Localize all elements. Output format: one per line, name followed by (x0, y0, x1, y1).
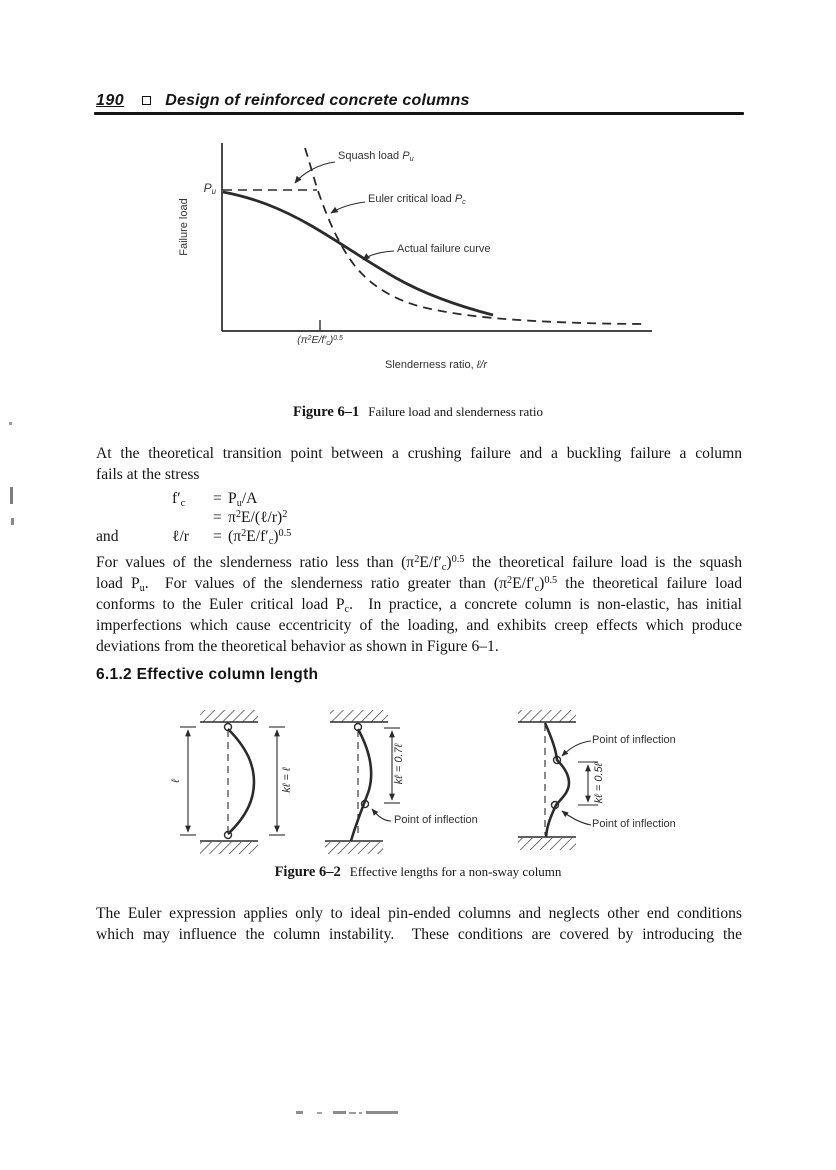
figure2-kl-label: kℓ = ℓ (281, 767, 293, 793)
figure-6-2-diagrams (150, 705, 710, 860)
poi-leader-arrow (562, 811, 591, 825)
figure2-poi-label: Point of inflection (394, 814, 478, 826)
equation-prefix: and (96, 528, 119, 545)
equation-rhs: $\pi^2E/(\ell/r)^2$ (228, 508, 288, 526)
running-title: Design of reinforced concrete columns (165, 92, 470, 109)
figure-6-1-graph (170, 135, 660, 375)
section-heading: 6.1.2 Effective column length (96, 666, 319, 683)
column-diagram-fixed-fixed (518, 710, 598, 850)
equation-row-1 (96, 490, 736, 508)
header-rule (94, 112, 744, 115)
text-line: imperfections which cause eccentricity of the loading, and exhibits creep effects which produce (96, 617, 742, 634)
figure1-euler-label: Euler critical load $P_c$ (368, 193, 466, 207)
header-square-icon (142, 96, 151, 105)
paragraph-transition (96, 443, 742, 485)
equation-lhs: $f'_c$ (172, 490, 186, 509)
figure1-y-axis-label: Failure load (178, 198, 190, 256)
actual-leader-arrow (363, 251, 394, 260)
text-line: conforms to the Euler critical load $P_c$. In practice, a concrete column is non-elastic, has initial (96, 596, 742, 615)
euler-leader-arrow (331, 202, 365, 213)
text-line: At the theoretical transition point between a crushing failure and a buckling failure a column (96, 445, 742, 462)
figure2-l-label: ℓ (170, 779, 182, 783)
figure2-kl07-label: kℓ = 0.7ℓ (393, 743, 405, 785)
figure2-caption-label: Figure 6–2 (274, 864, 341, 880)
text-line: fails at the stress (96, 466, 200, 483)
scan-artifact (333, 1111, 346, 1114)
text-line: load $P_u$. For values of the slenderness ratio greater than $(\pi^2E/f'_c)^{0.5}$ the theoretical failure load (96, 574, 743, 594)
text-line: deviations from the theoretical behavior as shown in Figure 6–1. (96, 638, 499, 655)
equation-row-3 (96, 528, 736, 546)
equation-row-2 (96, 509, 736, 527)
scan-artifact (9, 422, 12, 425)
text-line: which may influence the column instability. These conditions are covered by introducing the (96, 926, 742, 943)
scan-artifact (10, 487, 13, 504)
figure1-pu-origin-label: $P_u$ (203, 181, 216, 197)
euler-curve (305, 148, 646, 324)
scan-artifact (349, 1112, 356, 1114)
poi-leader-arrow (372, 809, 391, 821)
equals-sign: = (213, 528, 222, 545)
figure1-caption-text: Failure load and slenderness ratio (368, 404, 543, 419)
scan-artifact (11, 518, 14, 525)
figure2-caption-text: Effective lengths for a non-sway column (349, 864, 562, 879)
figure2-caption (0, 863, 836, 881)
page-number: 190 (96, 92, 125, 109)
poi-leader-arrow (562, 741, 591, 756)
column-diagram-pinned (180, 710, 285, 854)
scan-artifact (359, 1112, 362, 1114)
scan-artifact (366, 1111, 398, 1114)
figure1-x-tick-label: $(\pi^2E/f'_c)^{0.5}$ (297, 334, 343, 347)
equals-sign: = (213, 490, 222, 507)
figure2-kl05-label: kℓ = 0.5ℓ (593, 762, 605, 804)
text-line: For values of the slenderness ratio less than $(\pi^2E/f'_c)^{0.5}$ the theoretical failure load is the squash (96, 553, 742, 573)
figure1-squash-label: Squash load $P_u$ (338, 150, 414, 164)
figure1-x-axis-label: Slenderness ratio, ℓ/r (385, 359, 487, 371)
figure1-actual-label: Actual failure curve (397, 243, 491, 255)
figure1-caption-label: Figure 6–1 (293, 404, 360, 420)
page-header (96, 92, 742, 110)
scan-artifact (296, 1111, 303, 1114)
figure2-poi-top-label: Point of inflection (592, 734, 676, 746)
equals-sign: = (213, 509, 222, 526)
equation-rhs: $P_u/A$ (228, 490, 258, 509)
paragraph-euler (96, 903, 742, 945)
column-diagram-pin-fixed (325, 710, 400, 854)
figure1-caption (0, 403, 836, 421)
equation-lhs: ℓ/r (172, 528, 189, 545)
text-line: The Euler expression applies only to ideal pin-ended columns and neglects other end conditions (96, 905, 742, 922)
paragraph-slenderness (96, 552, 742, 657)
figure2-poi-bottom-label: Point of inflection (592, 818, 676, 830)
scan-artifact (317, 1112, 322, 1114)
equation-rhs: $(\pi^2E/f'_c)^{0.5}$ (228, 527, 292, 547)
